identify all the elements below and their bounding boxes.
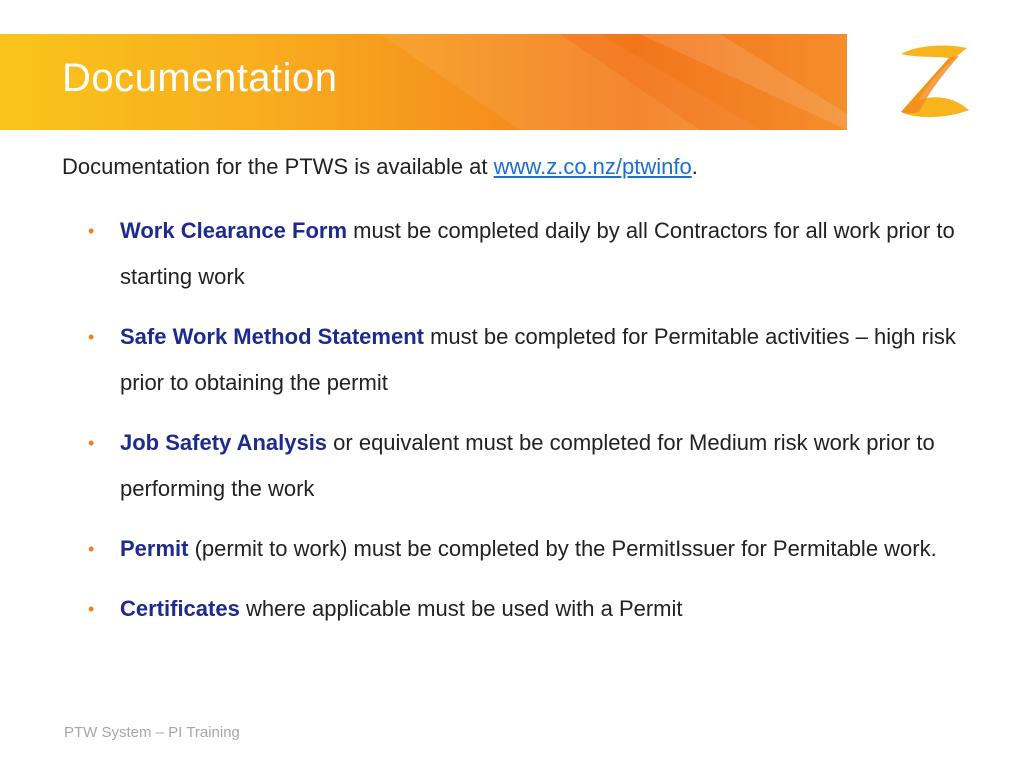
bullet-text: where applicable must be used with a Permit	[239, 596, 683, 621]
bullet-term: Work Clearance Form	[120, 218, 348, 243]
list-item	[88, 526, 988, 572]
bullet-text: must be completed for Permitable activities – high risk prior to obtaining the permit	[120, 324, 956, 395]
list-item	[88, 420, 988, 512]
bullet-dot-icon: •	[88, 599, 95, 619]
bullet-text: (permit to work) must be completed by the PermitIssuer for Permitable work.	[188, 536, 937, 561]
documentation-list	[88, 208, 988, 646]
bullet-term: Permit	[120, 536, 189, 561]
intro-end: .	[691, 154, 698, 179]
slide-footer: PTW System – PI Training	[64, 724, 240, 741]
intro-line	[62, 152, 962, 182]
bullet-dot-icon: •	[88, 221, 95, 241]
list-item	[88, 314, 988, 406]
bullet-text: or equivalent must be completed for Medium risk work prior to performing the work	[120, 430, 935, 501]
slide-title: Documentation	[62, 56, 338, 100]
bullet-term: Job Safety Analysis	[120, 430, 328, 455]
bullet-dot-icon: •	[88, 433, 95, 453]
bullet-dot-icon: •	[88, 327, 95, 347]
bullet-term: Certificates	[120, 596, 240, 621]
bullet-term: Safe Work Method Statement	[120, 324, 424, 349]
bullet-dot-icon: •	[88, 539, 95, 559]
list-item	[88, 586, 988, 632]
list-item	[88, 208, 988, 300]
intro-text: Documentation for the PTWS is available at	[62, 154, 494, 179]
ptwinfo-link[interactable]: www.z.co.nz/ptwinfo	[493, 154, 692, 179]
bullet-text: must be completed daily by all Contractors for all work prior to starting work	[120, 218, 955, 289]
z-logo-icon	[893, 40, 977, 124]
